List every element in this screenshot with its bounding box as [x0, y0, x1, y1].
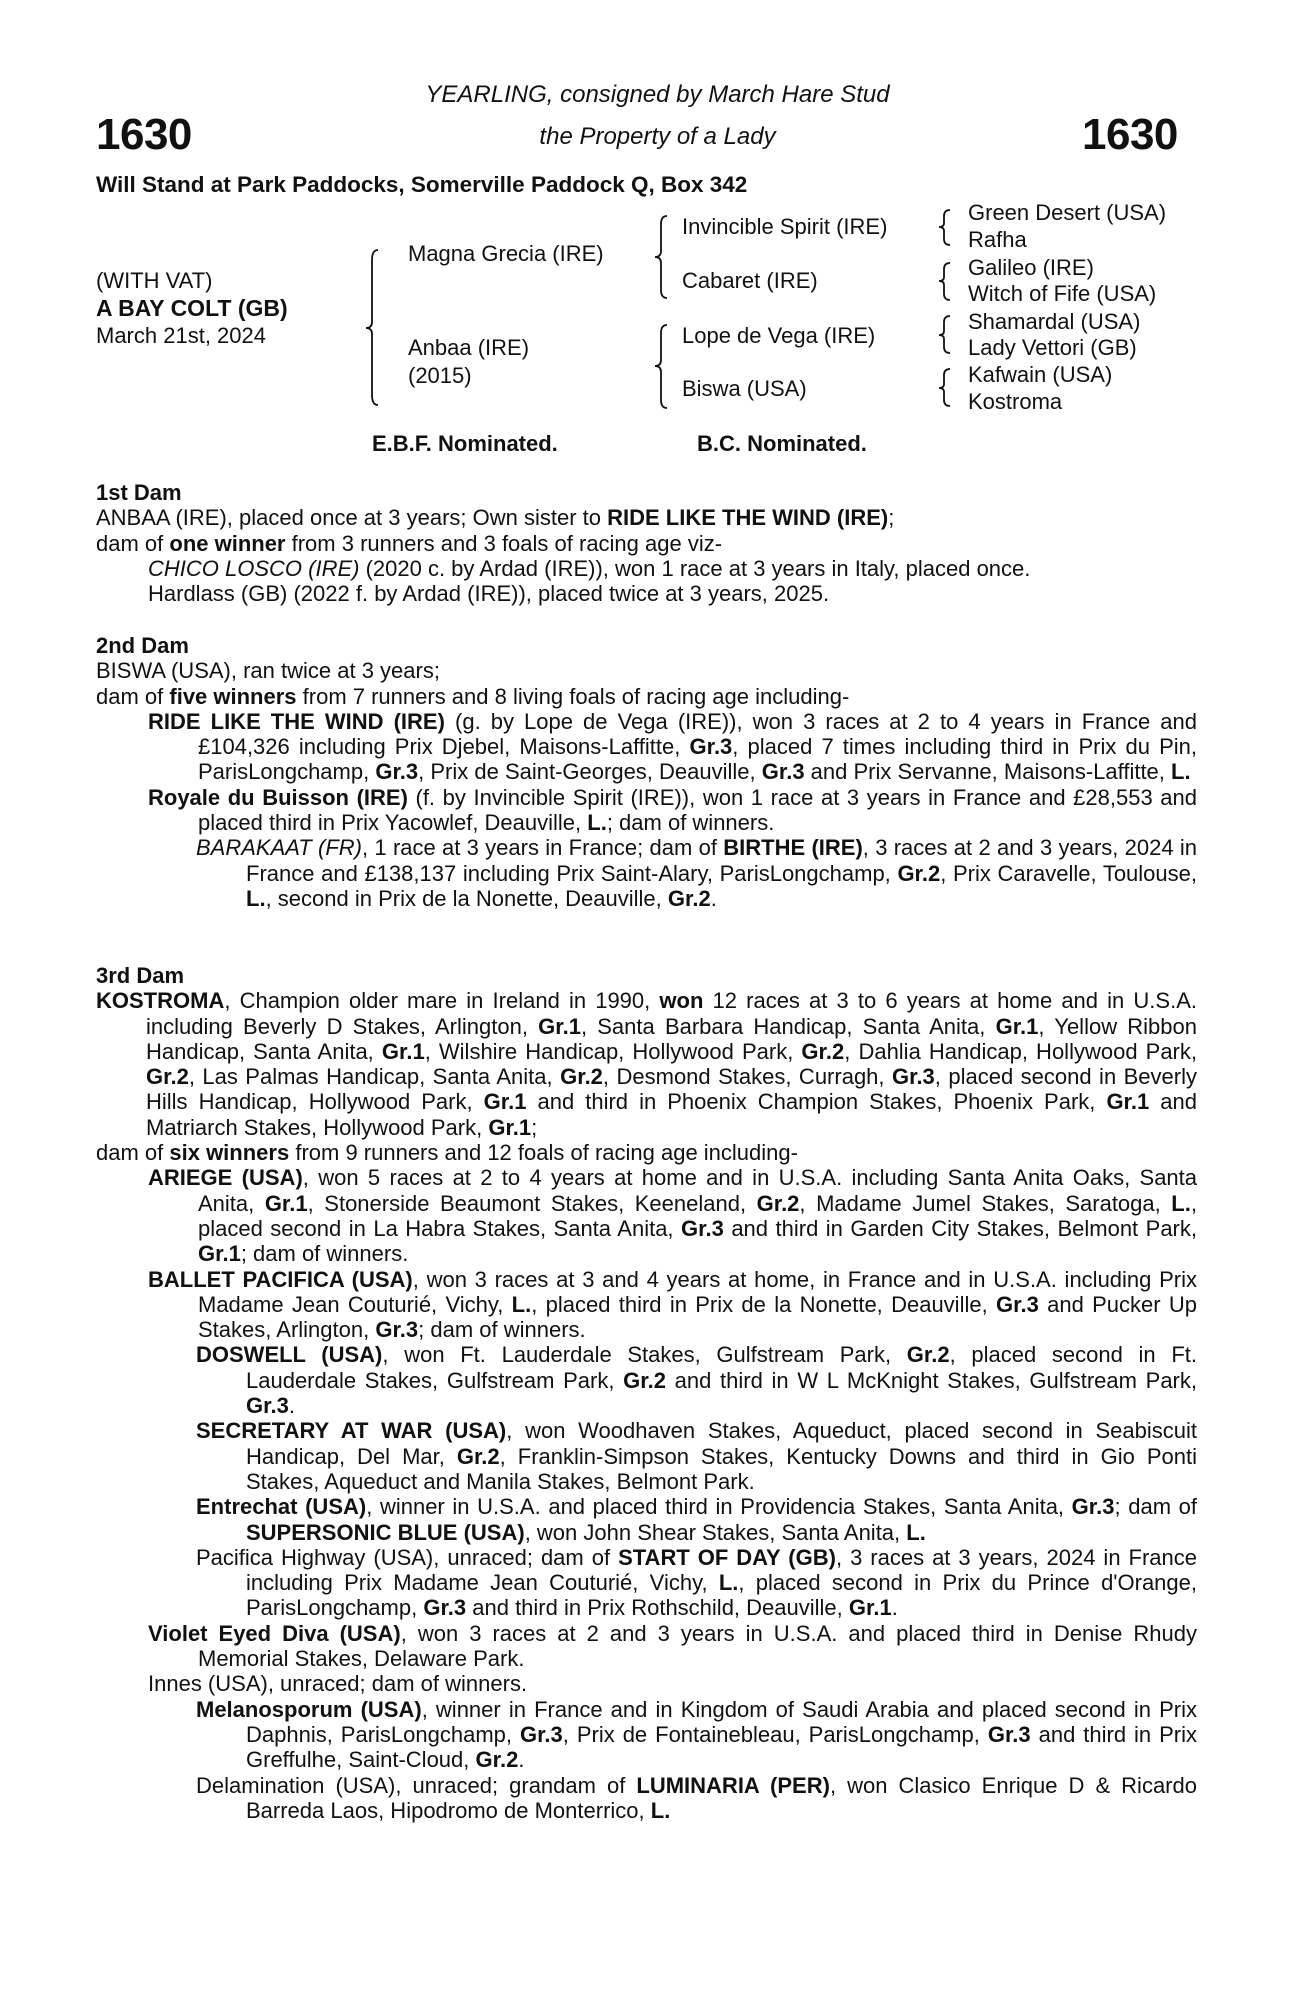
bold-text: Gr.3 — [519, 1721, 563, 1747]
entry-text: , Wilshire Handicap, Hollywood Park, — [424, 1038, 802, 1064]
bold-text: won — [659, 988, 704, 1014]
entry-text: and Prix Servanne, Maisons-Laffitte, — [804, 759, 1172, 785]
italic-text: CHICO LOSCO (IRE) — [148, 555, 360, 581]
entry-text: Hardlass (GB) (2022 f. by Ardad (IRE)), placed twice at 3 years, 2025. — [148, 581, 830, 607]
entry-text: ; dam of winners. — [240, 1241, 409, 1267]
second-dam-section — [96, 633, 1197, 911]
pedigree-entry — [96, 1342, 1197, 1418]
entry-text: , placed second in La Habra Stakes, Santa Anita, — [198, 1190, 1197, 1241]
entry-text: dam of — [96, 1140, 170, 1166]
lot-number-left: 1630 — [96, 110, 192, 159]
italic-text: BARAKAAT (FR) — [196, 835, 363, 861]
entry-text: Delamination (USA), unraced; grandam of — [196, 1772, 637, 1798]
entry-text: and third in Phoenix Champion Stakes, Phoenix Park, — [526, 1089, 1107, 1115]
entry-text: , won Clasico Enrique D & Ricardo Barreda Laos, Hipodromo de Monterrico, — [246, 1772, 1197, 1823]
sire: Magna Grecia (IRE) — [408, 241, 604, 266]
entry-text: , won 3 races at 3 and 4 years at home, in France and in U.S.A. including Prix Madame Jean Couturié, Vichy, — [198, 1266, 1198, 1317]
brace-ggp-2 — [939, 263, 950, 300]
entry-text: , Madame Jumel Stakes, Saratoga, — [799, 1190, 1172, 1216]
entry-text: , won Woodhaven Stakes, Aqueduct, placed second in Seabiscuit Handicap, Del Mar, — [246, 1418, 1198, 1469]
entry-text: . — [288, 1393, 295, 1419]
entry-text: ; dam of winners. — [418, 1317, 586, 1343]
section-title: 3rd Dam — [96, 963, 185, 988]
first-dam-section — [96, 480, 1197, 606]
entry-text: , Santa Barbara Handicap, Santa Anita, — [580, 1013, 996, 1039]
pedigree-entry — [96, 1697, 1197, 1773]
stand-line: Will Stand at Park Paddocks, Somerville Paddock Q, Box 342 — [96, 172, 748, 197]
bold-text: Entrechat (USA) — [196, 1494, 367, 1520]
bold-text: L. — [1171, 759, 1191, 785]
entry-text: , won 5 races at 2 to 4 years at home and in U.S.A. including Santa Anita Oaks, Santa Anita, — [198, 1165, 1198, 1216]
bold-text: ARIEGE (USA) — [148, 1165, 303, 1191]
ebf-nomination: E.B.F. Nominated. — [372, 431, 558, 456]
pedigree-entry — [96, 1418, 1197, 1494]
entry-text: , won John Shear Stakes, Santa Anita, — [524, 1519, 907, 1545]
pedigree-entry — [96, 1621, 1197, 1672]
pedigree-entry — [96, 785, 1197, 836]
foaling-date: March 21st, 2024 — [96, 323, 266, 348]
entry-text: , placed second in Beverly Hills Handicap, Hollywood Park, — [146, 1064, 1197, 1115]
horse-name: A BAY COLT (GB) — [96, 295, 288, 321]
granddam-paternal: Cabaret (IRE) — [682, 268, 818, 293]
bold-text: L. — [1171, 1190, 1191, 1216]
pedigree-entry — [96, 835, 1197, 911]
bold-text: Royale du Buisson (IRE) — [148, 784, 408, 810]
bold-text: Gr.3 — [423, 1595, 467, 1621]
entry-text: ; — [531, 1114, 538, 1140]
bold-text: Violet Eyed Diva (USA) — [148, 1620, 401, 1646]
pedigree-entry — [96, 1140, 1197, 1165]
pedigree-entry — [96, 1671, 1197, 1696]
bold-text: Gr.3 — [996, 1291, 1039, 1317]
entry-text: , Prix de Fontainebleau, ParisLongchamp, — [562, 1721, 988, 1747]
bold-text: Gr.1 — [995, 1013, 1039, 1039]
bold-text: Gr.3 — [1071, 1494, 1115, 1520]
pedigree-entry — [96, 709, 1197, 785]
bold-text: Gr.3 — [681, 1215, 724, 1241]
bold-text: BIRTHE (IRE) — [723, 835, 863, 861]
bold-text: L. — [718, 1570, 739, 1596]
bold-text: Gr.1 — [381, 1038, 425, 1064]
bold-text: Gr.2 — [897, 860, 941, 886]
bold-text: Gr.2 — [667, 885, 711, 911]
entry-text: and third in Prix Rothschild, Deauville, — [466, 1595, 849, 1621]
entry-text: ; dam of winners. — [606, 810, 775, 836]
entry-text: . — [891, 1595, 898, 1621]
entry-text: , Las Palmas Handicap, Santa Anita, — [188, 1064, 561, 1090]
bold-text: L. — [511, 1291, 532, 1317]
entry-text: and Matriarch Stakes, Hollywood Park, — [146, 1089, 1197, 1140]
entry-text: (g. by Lope de Vega (IRE)), won 3 races at 2 to 4 years in France and £104,326 including Prix Djebel, Maisons-Laffitte, — [198, 708, 1197, 760]
bold-text: Gr.3 — [375, 1317, 419, 1343]
section-title: 2nd Dam — [96, 633, 189, 658]
bold-text: Gr.3 — [891, 1064, 935, 1090]
entry-text: , placed third in Prix de la Nonette, Deauville, — [531, 1291, 996, 1317]
bold-text: Gr.3 — [246, 1393, 289, 1419]
bold-text: five winners — [169, 683, 297, 709]
section-title: 1st Dam — [96, 480, 182, 505]
bold-text: L. — [906, 1519, 926, 1545]
pedigree-entry — [96, 1267, 1197, 1343]
entry-text: from 9 runners and 12 foals of racing age including- — [289, 1140, 798, 1166]
bold-text: Gr.1 — [538, 1013, 581, 1039]
bold-text: RIDE LIKE THE WIND (IRE) — [607, 505, 889, 531]
entry-text: , won Ft. Lauderdale Stakes, Gulfstream Park, — [382, 1342, 907, 1368]
pedigree-braces — [0, 0, 1315, 460]
bold-text: DOSWELL (USA) — [196, 1342, 383, 1368]
bold-text: Gr.2 — [906, 1342, 950, 1368]
entry-text: dam of — [96, 683, 170, 709]
bold-text: L. — [246, 885, 266, 911]
pedigree-entry — [96, 988, 1197, 1140]
bold-text: Gr.2 — [623, 1367, 666, 1393]
entry-text: , won 3 races at 2 and 3 years in U.S.A. and placed third in Denise Rhudy Memorial Stakes, Delaware Park. — [198, 1620, 1197, 1672]
entry-text: ; — [888, 505, 895, 531]
lot-number-right: 1630 — [1082, 110, 1178, 159]
bold-text: BALLET PACIFICA (USA) — [148, 1266, 413, 1292]
brace-sire-dam — [366, 250, 378, 405]
entry-text: , Stonerside Beaumont Stakes, Keeneland, — [307, 1190, 757, 1216]
entry-text: ; dam of — [1114, 1494, 1197, 1520]
bold-text: Gr.2 — [756, 1190, 800, 1216]
bold-text: six winners — [169, 1140, 290, 1166]
entry-text: , Champion older mare in Ireland in 1990, — [224, 988, 660, 1014]
bold-text: Gr.1 — [848, 1595, 892, 1621]
great-grandparent: Rafha — [968, 227, 1027, 252]
entry-text: , Desmond Stakes, Curragh, — [602, 1064, 892, 1090]
entry-text: dam of — [96, 530, 170, 556]
entry-text: , placed second in Ft. Lauderdale Stakes, Gulfstream Park, — [246, 1342, 1197, 1393]
great-grandparent: Green Desert (USA) — [968, 200, 1167, 225]
bold-text: Gr.1 — [483, 1089, 527, 1115]
pedigree-entry — [96, 556, 1197, 581]
bold-text: Gr.3 — [761, 759, 805, 785]
entry-text: Pacifica Highway (USA), unraced; dam of — [196, 1544, 619, 1570]
granddam-maternal: Biswa (USA) — [682, 376, 807, 401]
entry-text: (f. by Invincible Spirit (IRE)), won 1 race at 3 years in France and £28,553 and placed third in Prix Yacowlef, Deauville, — [198, 784, 1197, 836]
bold-text: Gr.1 — [264, 1190, 308, 1216]
entry-text: and third in Prix Greffulhe, Saint-Cloud, — [246, 1721, 1197, 1773]
bold-text: Gr.2 — [560, 1064, 603, 1090]
bold-text: Gr.3 — [375, 759, 419, 785]
bc-nomination: B.C. Nominated. — [697, 431, 867, 456]
entry-text: . — [710, 885, 717, 911]
pedigree-entry — [96, 531, 1197, 556]
pedigree-entry — [96, 684, 1197, 709]
pedigree-entry — [96, 1494, 1197, 1545]
vat-note: (WITH VAT) — [96, 268, 213, 293]
brace-sire-parents — [655, 216, 667, 298]
bold-text: L. — [650, 1797, 671, 1823]
entry-text: and third in W L McKnight Stakes, Gulfstream Park, — [665, 1367, 1197, 1393]
dam-year: (2015) — [408, 363, 472, 388]
bold-text: Gr.2 — [801, 1038, 845, 1064]
entry-text: Innes (USA), unraced; dam of winners. — [148, 1671, 528, 1697]
property-line: the Property of a Lady — [539, 123, 776, 150]
bold-text: L. — [587, 810, 607, 836]
great-grandparent: Kafwain (USA) — [968, 362, 1113, 387]
entry-text: (2020 c. by Ardad (IRE)), won 1 race at 3 years in Italy, placed once. — [359, 555, 1031, 581]
brace-ggp-3 — [939, 316, 950, 353]
bold-text: Gr.3 — [689, 734, 733, 760]
bold-text: Gr.1 — [488, 1114, 532, 1140]
entry-text: , 1 race at 3 years in France; dam of — [362, 835, 724, 861]
third-dam-section — [96, 963, 1197, 1823]
entry-text: from 7 runners and 8 living foals of racing age including- — [296, 683, 850, 709]
entry-text: , Franklin-Simpson Stakes, Kentucky Downs and third in Gio Ponti Stakes, Aqueduct and Manila Stakes, Belmont Park. — [246, 1443, 1197, 1494]
entry-text: and Pucker Up Stakes, Arlington, — [198, 1291, 1198, 1343]
bold-text: Gr.1 — [1106, 1089, 1150, 1115]
entry-text: , second in Prix de la Nonette, Deauville, — [265, 885, 668, 911]
pedigree-entry — [96, 581, 1197, 606]
brace-ggp-4 — [939, 369, 950, 406]
bold-text: START OF DAY (GB) — [618, 1544, 836, 1570]
brace-ggp-1 — [939, 210, 950, 245]
great-grandparent: Witch of Fife (USA) — [968, 281, 1157, 306]
bold-text: KOSTROMA — [96, 988, 225, 1014]
bold-text: SUPERSONIC BLUE (USA) — [246, 1519, 525, 1545]
entry-text: , Yellow Ribbon Handicap, Santa Anita, — [146, 1013, 1197, 1064]
bold-text: Gr.3 — [987, 1721, 1031, 1747]
entry-text: 12 races at 3 to 6 years at home and in U.S.A. including Beverly D Stakes, Arlington, — [146, 988, 1197, 1039]
grandsire-maternal: Lope de Vega (IRE) — [682, 323, 876, 348]
great-grandparent: Kostroma — [968, 389, 1063, 414]
brace-dam-parents — [655, 325, 667, 408]
entry-text: from 3 runners and 3 foals of racing age viz- — [285, 530, 723, 556]
pedigree-entry — [96, 1773, 1197, 1824]
great-grandparent: Shamardal (USA) — [968, 309, 1141, 334]
entry-text: BISWA (USA), ran twice at 3 years; — [96, 658, 440, 684]
entry-text: and third in Garden City Stakes, Belmont Park, — [723, 1215, 1197, 1241]
bold-text: Gr.2 — [146, 1064, 189, 1090]
entry-text: , Dahlia Handicap, Hollywood Park, — [844, 1038, 1197, 1064]
consignor-line: YEARLING, consigned by March Hare Stud — [425, 81, 890, 108]
bold-text: Gr.2 — [456, 1443, 500, 1469]
pedigree-entry — [96, 505, 1197, 530]
bold-text: one winner — [169, 530, 286, 556]
entry-text: , 3 races at 2 and 3 years, 2024 in France and £138,137 including Prix Saint-Alary, ParisLongchamp, — [246, 835, 1198, 886]
bold-text: Melanosporum (USA) — [196, 1696, 422, 1722]
grandsire-paternal: Invincible Spirit (IRE) — [682, 214, 888, 239]
bold-text: SECRETARY AT WAR (USA) — [196, 1418, 507, 1444]
entry-text: . — [518, 1747, 525, 1773]
great-grandparent: Galileo (IRE) — [968, 255, 1094, 280]
entry-text: , winner in France and in Kingdom of Saudi Arabia and placed second in Prix Daphnis, ParisLongchamp, — [246, 1696, 1197, 1747]
entry-text: , placed 7 times including third in Prix du Pin, ParisLongchamp, — [198, 734, 1197, 785]
great-grandparent: Lady Vettori (GB) — [968, 335, 1137, 360]
bold-text: LUMINARIA (PER) — [636, 1772, 830, 1798]
pedigree-entry — [96, 1545, 1197, 1621]
dam: Anbaa (IRE) — [408, 335, 530, 360]
bold-text: Gr.1 — [198, 1241, 241, 1267]
entry-text: ANBAA (IRE), placed once at 3 years; Own sister to — [96, 505, 608, 531]
entry-text: , winner in U.S.A. and placed third in Providencia Stakes, Santa Anita, — [366, 1494, 1072, 1520]
bold-text: RIDE LIKE THE WIND (IRE) — [148, 708, 445, 734]
entry-text: , 3 races at 3 years, 2024 in France including Prix Madame Jean Couturié, Vichy, — [246, 1544, 1198, 1596]
entry-text: , placed second in Prix du Prince d'Orange, ParisLongchamp, — [246, 1570, 1197, 1621]
pedigree-entry — [96, 1165, 1197, 1266]
bold-text: Gr.2 — [475, 1747, 519, 1773]
entry-text: , Prix Caravelle, Toulouse, — [940, 860, 1197, 886]
pedigree-entry — [96, 658, 1197, 683]
entry-text: , Prix de Saint-Georges, Deauville, — [418, 759, 762, 785]
